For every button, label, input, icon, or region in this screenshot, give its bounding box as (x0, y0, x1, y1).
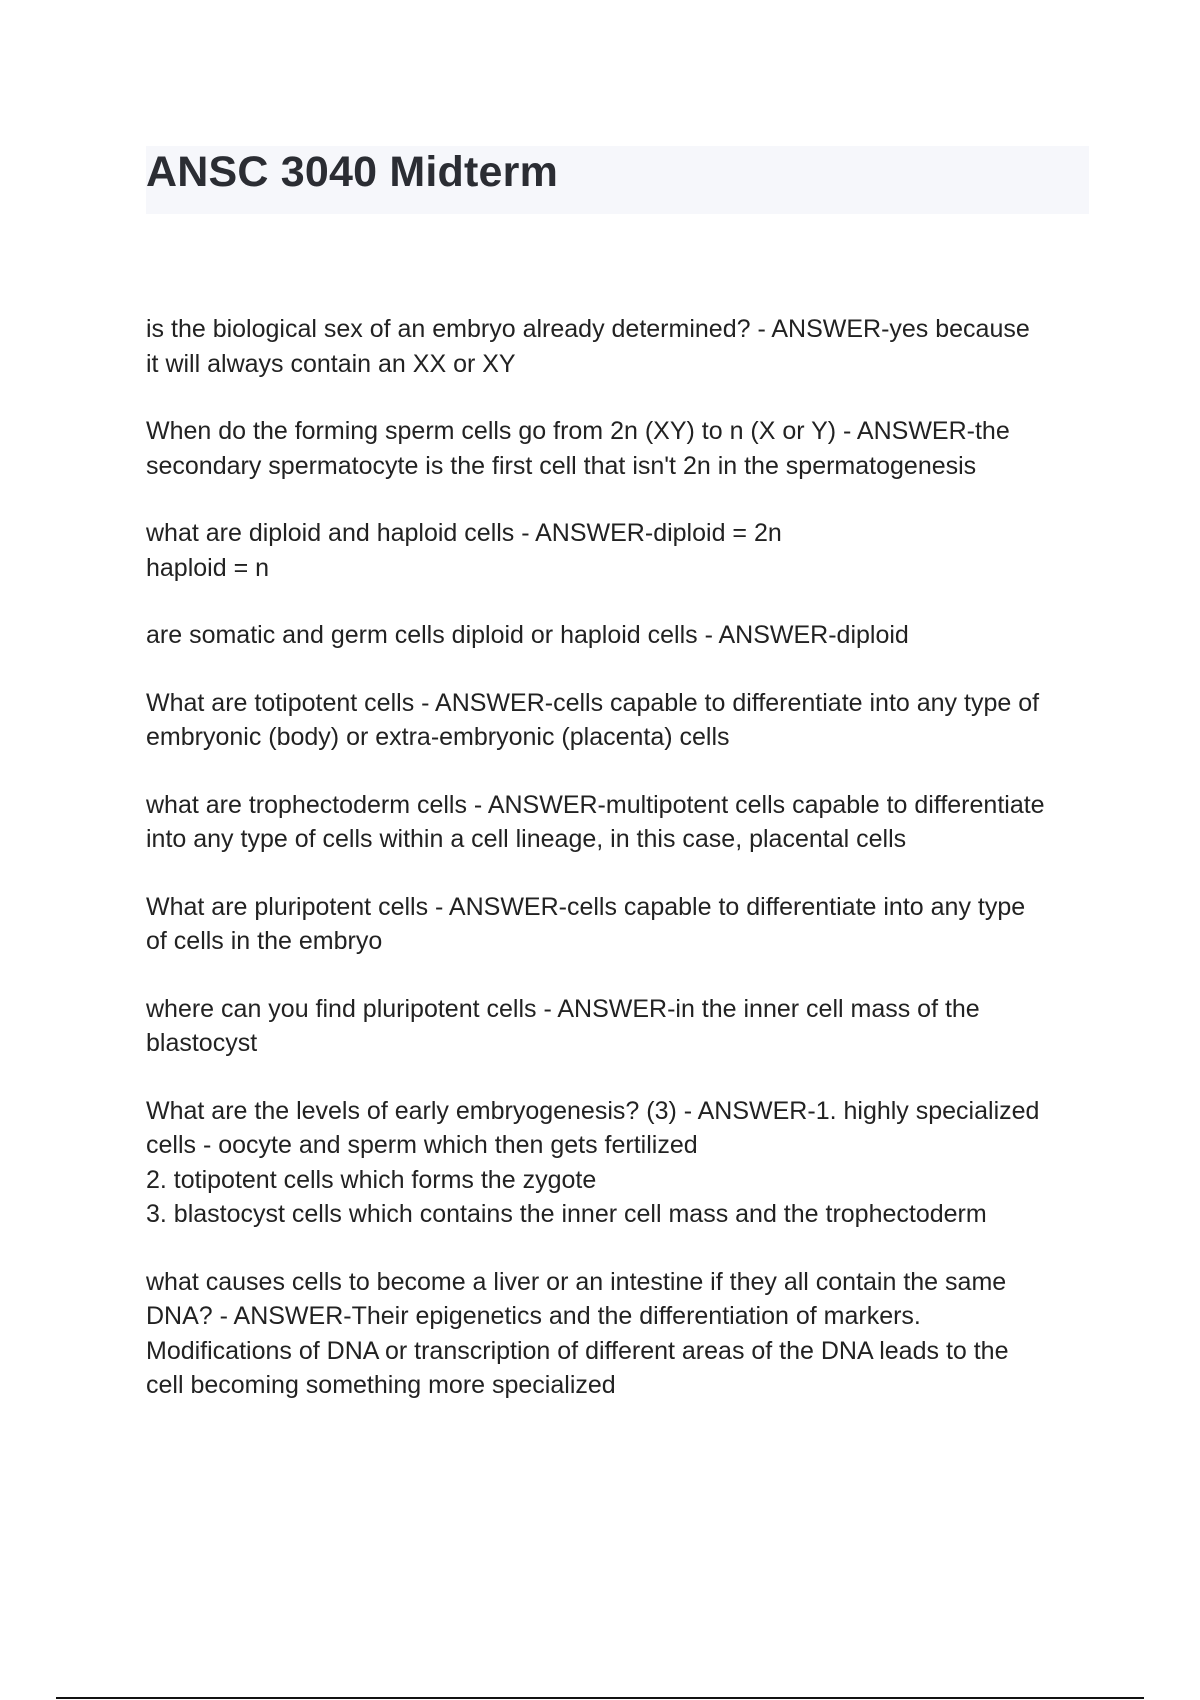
qa-line: When do the forming sperm cells go from 2n (XY) to n (X or Y) - ANSWER-the (146, 417, 1010, 445)
qa-line: What are the levels of early embryogenesis? (3) - ANSWER-1. highly specialized (146, 1096, 1040, 1125)
qa-item (146, 312, 1096, 381)
qa-item (146, 686, 1096, 755)
qa-line: are somatic and germ cells diploid or haploid cells - ANSWER-diploid (146, 621, 909, 649)
qa-item (146, 788, 1096, 857)
page-title: ANSC 3040 Midterm (146, 148, 559, 196)
qa-line: What are totipotent cells - ANSWER-cells capable to differentiate into any type of (146, 688, 1040, 717)
qa-item (146, 516, 1096, 585)
qa-line: what causes cells to become a liver or an intestine if they all contain the same (146, 1267, 1007, 1296)
qa-line: DNA? - ANSWER-Their epigenetics and the differentiation of markers. (146, 1302, 921, 1330)
qa-line: secondary spermatocyte is the first cell that isn't 2n in the spermatogenesis (146, 451, 977, 480)
qa-item (146, 1094, 1096, 1232)
qa-line: where can you find pluripotent cells - ANSWER-in the inner cell mass of the (146, 994, 980, 1023)
qa-item (146, 618, 1096, 653)
qa-line: of cells in the embryo (146, 927, 383, 955)
qa-line: haploid = n (146, 553, 270, 582)
qa-item (146, 890, 1096, 959)
qa-line: What are pluripotent cells - ANSWER-cells capable to differentiate into any type (146, 892, 1026, 921)
qa-item (146, 1265, 1096, 1403)
qa-line: is the biological sex of an embryo already determined? - ANSWER-yes because (146, 315, 1030, 343)
qa-item (146, 414, 1096, 483)
qa-line: 3. blastocyst cells which contains the inner cell mass and the trophectoderm (146, 1200, 987, 1228)
qa-line: what are diploid and haploid cells - ANSWER-diploid = 2n (146, 519, 782, 547)
qa-line: cells - oocyte and sperm which then gets fertilized (146, 1131, 698, 1159)
qa-line: cell becoming something more specialized (146, 1371, 616, 1399)
qa-line: embryonic (body) or extra-embryonic (placenta) cells (146, 723, 730, 751)
qa-line: into any type of cells within a cell lineage, in this case, placental cells (146, 825, 907, 853)
qa-item (146, 992, 1096, 1061)
footer-divider (56, 1697, 1144, 1699)
qa-line: what are trophectoderm cells - ANSWER-multipotent cells capable to differentiate (146, 790, 1045, 819)
qa-line: blastocyst (146, 1029, 258, 1057)
qa-line: it will always contain an XX or XY (146, 349, 516, 378)
qa-list (146, 312, 1096, 1436)
qa-line: 2. totipotent cells which forms the zygote (146, 1165, 597, 1194)
qa-line: Modifications of DNA or transcription of different areas of the DNA leads to the (146, 1336, 1009, 1365)
